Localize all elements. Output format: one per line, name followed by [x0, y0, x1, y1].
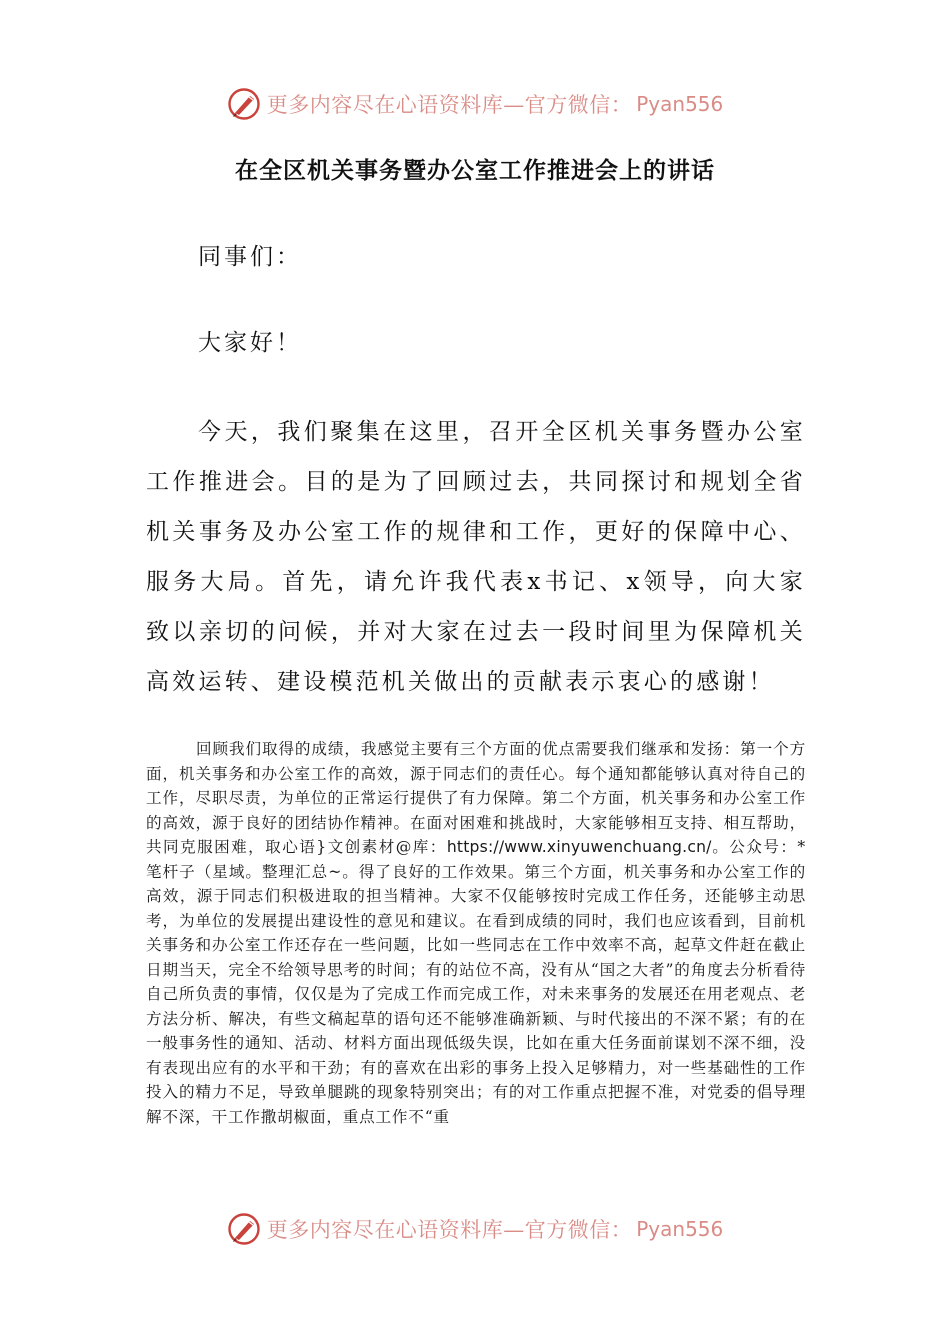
- salutation: 同事们：: [198, 244, 302, 270]
- body-url: https://www.xinyuwenchuang.cn/: [446, 838, 712, 856]
- pen-logo-icon: [227, 87, 261, 121]
- body-text-part1: 回顾我们取得的成绩，我感觉主要有三个方面的优点需要我们继承和发扬：第一个方面，机关事务和办公室工作的高效，源于同志们的责任心。每个通知都能够认真对待自己的工作，尽职尽责，为单位的正常运行提供了有力保障。第二个方面，机关事务和办公室工作的高效，源于良好的团结协作精神。在面对困难和挑战时，大家能够相互支持、相互帮助，共同克服困难，取心语}文创素材@库：: [146, 740, 806, 856]
- document-title: 在全区机关事务暨办公室工作推进会上的讲话: [235, 158, 715, 184]
- watermark-wechat-id: Pyan556: [636, 1217, 724, 1241]
- body-paragraph: [146, 737, 806, 1187]
- watermark-text: 更多内容尽在心语资料库—官方微信：: [266, 1218, 633, 1242]
- greeting: 大家好！: [198, 330, 302, 356]
- lead-paragraph: 今天，我们聚集在这里，召开全区机关事务暨办公室工作推进会。目的是为了回顾过去，共同探讨和规划全省机关事务及办公室工作的规律和工作，更好的保障中心、服务大局。首先，请允许我代表x书记、x领导，向大家致以亲切的问候，并对大家在过去一段时间里为保障机关高效运转、建设模范机关做出的贡献表示衷心的感谢！: [146, 419, 806, 695]
- watermark-wechat-id: Pyan556: [636, 92, 724, 116]
- body-text-part2: 。公众号：*笔杆子（星域。整理汇总~。得了良好的工作效果。第三个方面，机关事务和办公室工作的高效，源于同志们积极进取的担当精神。大家不仅能够按时完成工作任务，还能够主动思考，为单位的发展提出建设性的意见和建议。在看到成绩的同时，我们也应该看到，目前机关事务和办公室工作还存在一些问题，比如一些同志在工作中效率不高，起草文件赶在截止日期当天，完全不给领导思考的时间；有的站位不高，没有从“国之大者”的角度去分析看待自己所负责的事情，仅仅是为了完成工作而完成工作，对未来事务的发展还在用老观点、老方法分析、解决，有些文稿起草的语句还不能够准确新颖、与时代接出的不深不紧；有的在一般事务性的通知、活动、材料方面出现低级失误，比如在重大任务面前谋划不深不细，没有表现出应有的水平和干劲；有的喜欢在出彩的事务上投入足够精力，对一些基础性的工作投入的精力不足，导致单腿跳的现象特别突出；有的对工作重点把握不准，对党委的倡导理解不深，干工作撒胡椒面，重点工作不“重: [146, 838, 806, 1126]
- pen-logo-icon: [227, 1212, 261, 1246]
- footer-watermark: [0, 1209, 950, 1249]
- watermark-text: 更多内容尽在心语资料库—官方微信：: [266, 93, 633, 117]
- header-watermark: [0, 84, 950, 124]
